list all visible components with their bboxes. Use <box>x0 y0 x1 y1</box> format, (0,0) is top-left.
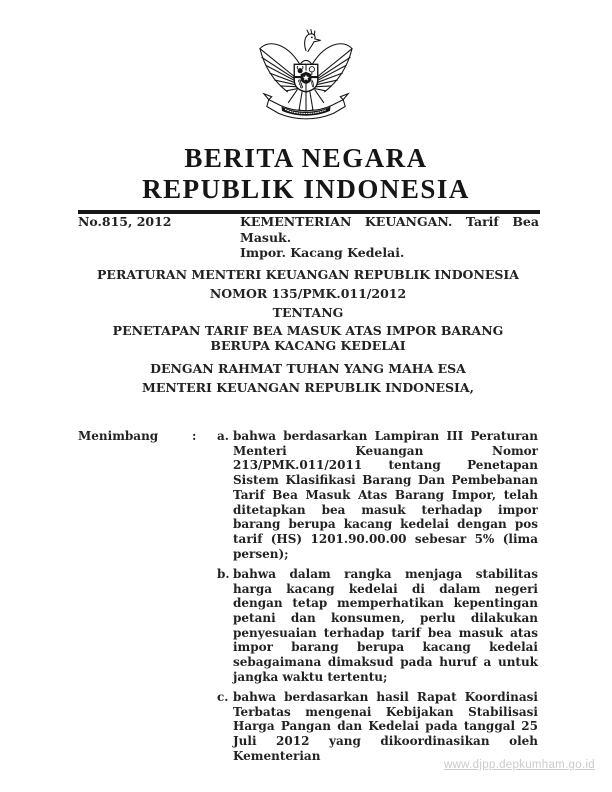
regulation-subject-line1: PENETAPAN TARIF BEA MASUK ATAS IMPOR BARANG <box>112 323 504 338</box>
item-marker: c. <box>217 689 229 704</box>
masthead <box>0 143 612 205</box>
regulation-subject-line2: BERUPA KACANG KEDELAI <box>210 338 406 353</box>
considerations-label: Menimbang <box>78 429 159 443</box>
regulation-number: NOMOR 135/PMK.011/2012 <box>209 286 407 301</box>
consideration-item-a <box>217 429 538 561</box>
item-marker: b. <box>217 566 230 581</box>
authority-line: MENTERI KEUANGAN REPUBLIK INDONESIA, <box>142 380 474 395</box>
gazette-number: No.815, 2012 <box>78 214 172 229</box>
masthead-line2: REPUBLIK INDONESIA <box>142 174 470 204</box>
gazette-subject <box>240 214 539 261</box>
considerations-section <box>78 429 538 763</box>
masthead-line1: BERITA NEGARA <box>184 143 428 173</box>
gazette-subject-line2: Impor. Kacang Kedelai. <box>240 245 405 260</box>
considerations-separator: : <box>192 429 197 443</box>
consideration-item-b <box>217 567 538 685</box>
regulation-title-block <box>78 267 538 395</box>
garuda-pancasila-icon <box>257 27 355 141</box>
considerations-list <box>217 429 538 763</box>
item-text: bahwa berdasarkan hasil Rapat Koordinasi Terbatas mengenai Kebijakan Stabilisasi Harga Pangan dan Kedelai pada tanggal 25 Juli 2012 yang dikoordinasikan oleh Kementerian <box>233 689 538 763</box>
invocation-line: DENGAN RAHMAT TUHAN YANG MAHA ESA <box>150 361 466 376</box>
regulation-title-line1: PERATURAN MENTERI KEUANGAN REPUBLIK INDONESIA <box>97 267 519 282</box>
item-marker: a. <box>217 429 229 443</box>
gazette-subject-line1: KEMENTERIAN KEUANGAN. Tarif Bea Masuk. <box>240 214 539 245</box>
item-text: bahwa berdasarkan Lampiran III Peraturan Menteri Keuangan Nomor 213/PMK.011/2011 tentang Penetapan Sistem Klasifikasi Barang Dan Pembebanan Tarif Bea Masuk Atas Barang Impor, telah ditetapkan bea masuk terhadap impor barang berupa kacang kedelai dengan pos tarif (HS) 1201.90.00.00 sebesar 5% (lima persen); <box>233 429 538 561</box>
item-text: bahwa dalam rangka menjaga stabilitas harga kacang kedelai di dalam negeri dengan tetap memperhatikan kepentingan petani dan konsumen, perlu dilakukan penyesuaian terhadap tarif bea masuk atas impor barang berupa kacang kedelai sebagaimana dimaksud pada huruf a untuk jangka waktu tertentu; <box>233 566 538 684</box>
consideration-item-c <box>217 690 538 764</box>
regulation-tentang: TENTANG <box>272 305 344 320</box>
watermark-link[interactable]: www.djpp.depkumham.go.id <box>443 759 595 771</box>
